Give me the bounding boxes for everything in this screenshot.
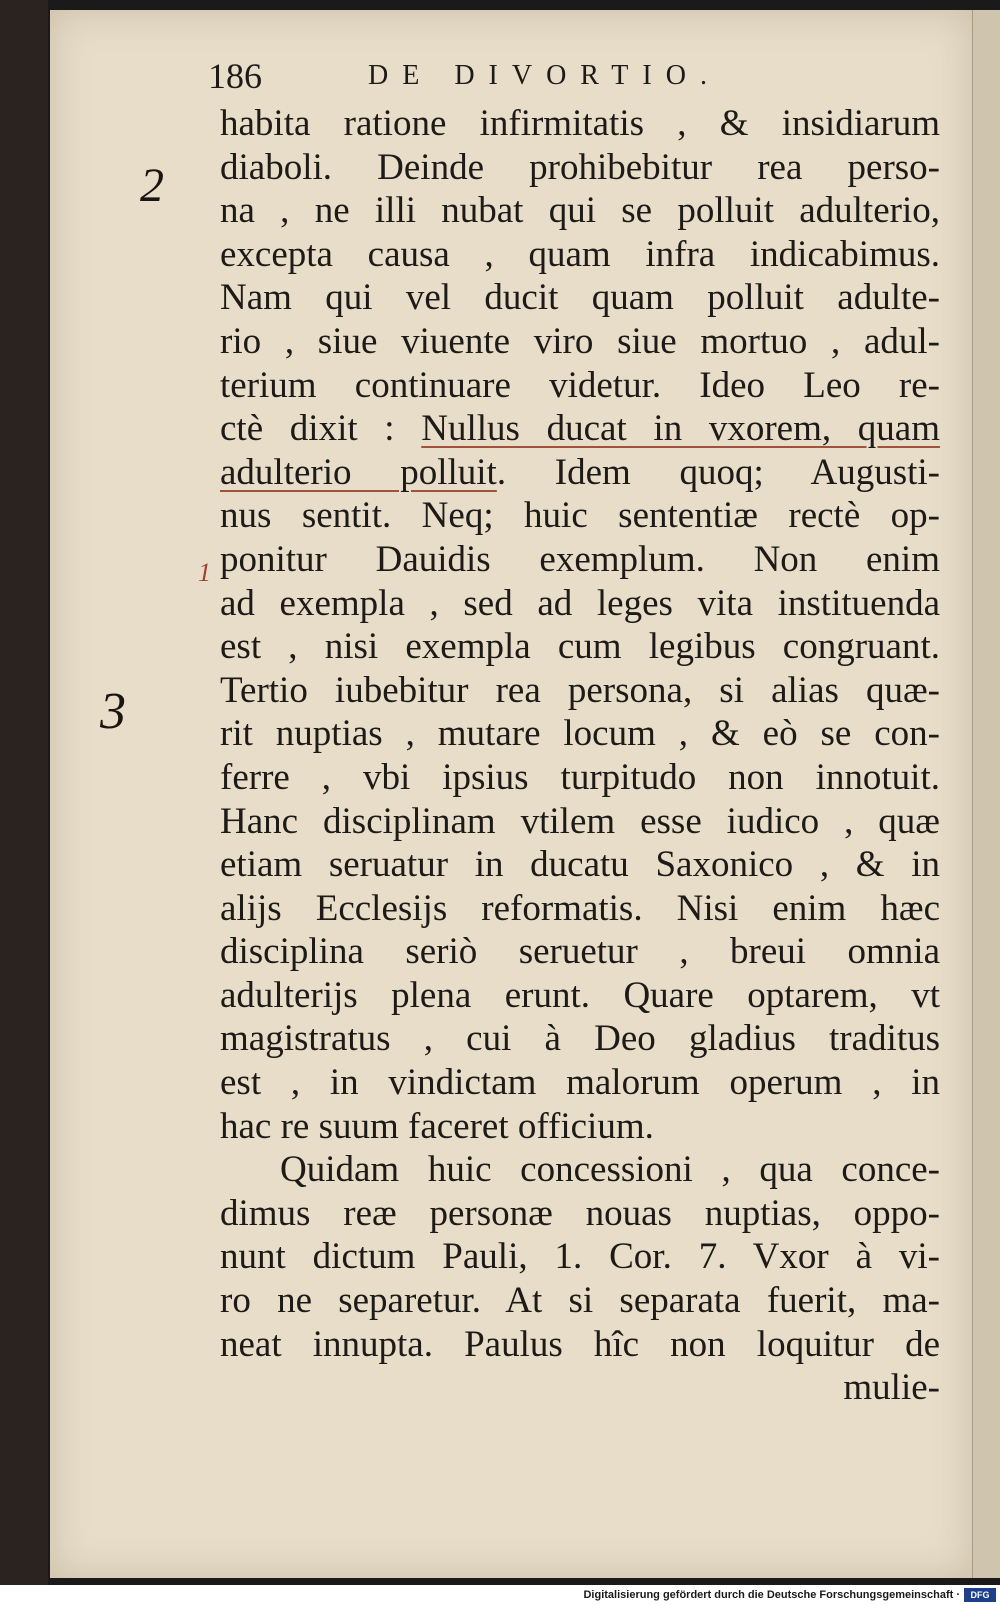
- text-line: terium continuare videtur. Ideo Leo re-: [220, 364, 940, 406]
- funding-credit: Digitalisierung gefördert durch die Deutsche Forschungsgemeinschaft ·: [583, 1589, 960, 1601]
- body-text: [220, 102, 940, 1410]
- text-line: rit nuptias , mutare locum , & eò se con-: [220, 713, 940, 755]
- text-line: magistratus , cui à Deo gladius traditus: [220, 1018, 940, 1060]
- text-line: ponitur Dauidis exemplum. Non enim: [220, 538, 940, 580]
- text-line: adulterijs plena erunt. Quare optarem, vt: [220, 974, 940, 1016]
- text-line: est , nisi exempla cum legibus congruant.: [220, 626, 940, 668]
- underlined-quote: adulterio polluit: [220, 451, 497, 493]
- text-line: Quidam huic concessioni , qua conce-: [280, 1149, 940, 1191]
- text-line: neat innupta. Paulus hîc non loquitur de: [220, 1323, 940, 1365]
- margin-note-1: 1: [198, 558, 211, 587]
- margin-note-2: 2: [140, 159, 164, 212]
- text-line: nus sentit. Neq; huic sententiæ rectè op-: [220, 495, 940, 537]
- text-line: diaboli. Deinde prohibebitur rea perso-: [220, 146, 940, 188]
- page-header: [208, 52, 848, 100]
- margin-note-3: 3: [100, 683, 126, 740]
- text-line: etiam seruatur in ducatu Saxonico , & in: [220, 844, 940, 886]
- running-title: DE DIVORTIO.: [368, 60, 721, 91]
- text-line: ferre , vbi ipsius turpitudo non innotuit.: [220, 756, 940, 798]
- footer: [0, 1585, 1000, 1605]
- text-segment: ctè dixit :: [220, 408, 422, 450]
- text-line: rio , siue viuente viro siue mortuo , adul-: [220, 320, 940, 362]
- text-line: hac re suum faceret officium.: [220, 1105, 654, 1147]
- underlined-quote: Nullus ducat in vxorem, quam: [421, 408, 941, 450]
- text-segment: . Idem quoq; Augusti-: [496, 451, 940, 493]
- text-line: excepta causa , quam infra indicabimus.: [220, 233, 940, 275]
- text-line: [220, 451, 940, 495]
- text-line: ad exempla , sed ad leges vita instituenda: [220, 582, 940, 624]
- catchword: mulie-: [843, 1367, 940, 1409]
- text-line: habita ratione infirmitatis , & insidiarum: [220, 103, 940, 144]
- dfg-logo: DFG: [964, 1588, 996, 1602]
- text-line: disciplina seriò seruetur , breui omnia: [220, 931, 940, 973]
- book-spine-edge: [0, 0, 48, 1585]
- text-line: na , ne illi nubat qui se polluit adulterio,: [220, 190, 940, 232]
- page-number: 186: [208, 56, 262, 96]
- text-line: nunt dictum Pauli, 1. Cor. 7. Vxor à vi-: [220, 1236, 940, 1278]
- text-line: Nam qui vel ducit quam polluit adulte-: [220, 277, 940, 319]
- text-line: est , in vindictam malorum operum , in: [220, 1062, 940, 1104]
- text-line: Hanc disciplinam vtilem esse iudico , quæ: [220, 800, 940, 842]
- text-line: dimus reæ personæ nouas nuptias, oppo-: [220, 1192, 940, 1234]
- page-edge-strip: [972, 10, 1000, 1578]
- text-line: Tertio iubebitur rea persona, si alias quæ-: [220, 669, 940, 711]
- text-line: alijs Ecclesijs reformatis. Nisi enim hæc: [220, 887, 940, 929]
- text-line: [220, 407, 940, 451]
- text-line: ro ne separetur. At si separata fuerit, ma-: [220, 1280, 940, 1322]
